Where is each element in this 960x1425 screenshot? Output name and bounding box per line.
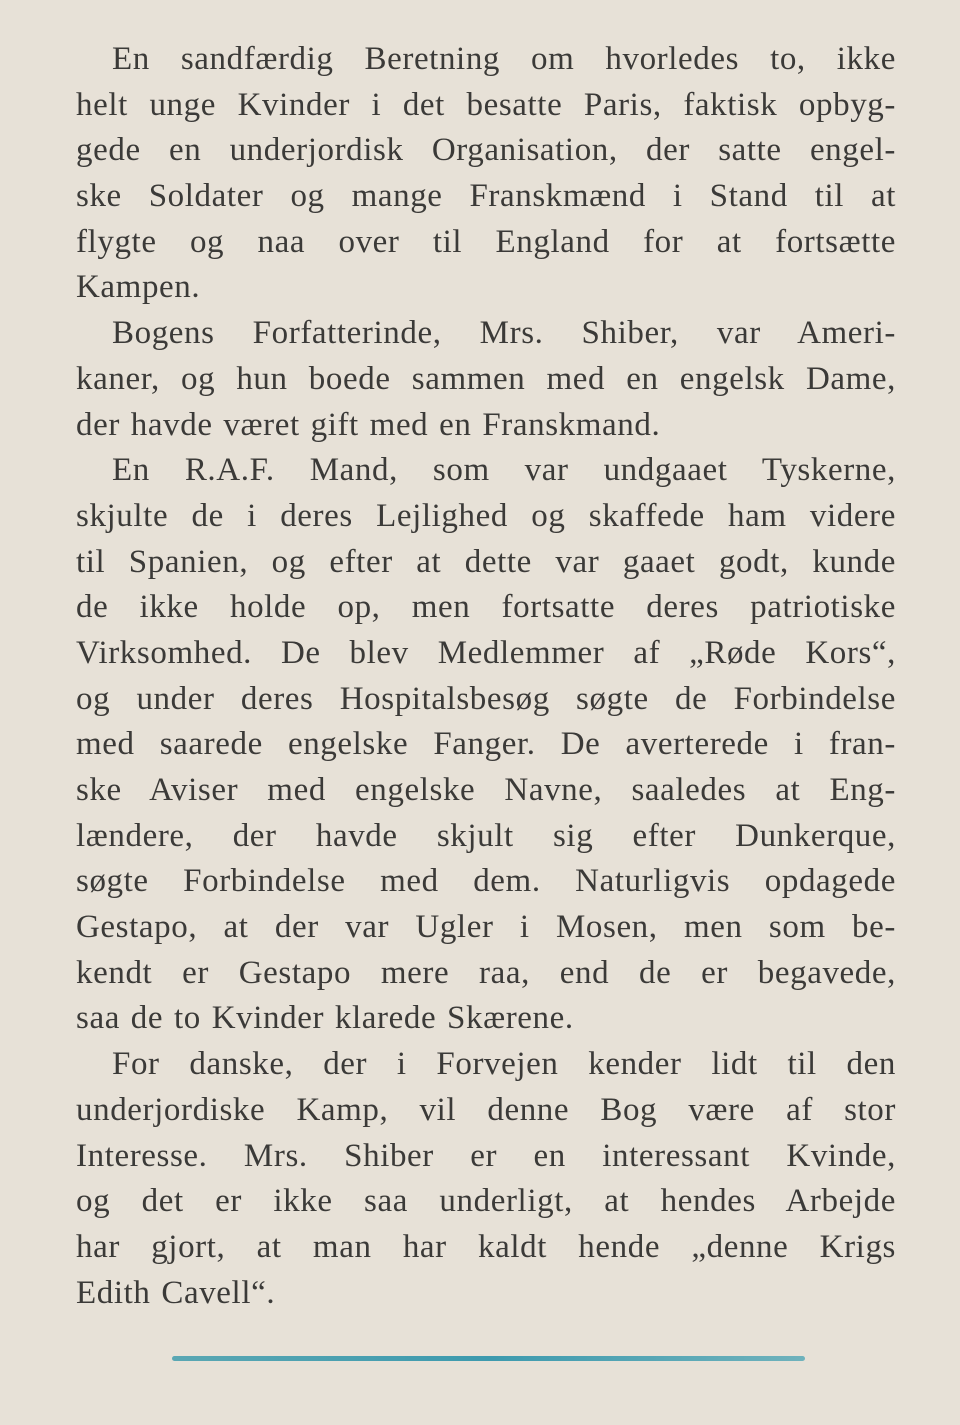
text-line: gede en underjordisk Organisation, der satte engel- xyxy=(76,132,896,169)
decorative-teal-rule xyxy=(172,1356,805,1361)
paragraph xyxy=(76,1042,896,1316)
text-line: flygte og naa over til England for at fortsætte xyxy=(76,223,896,260)
text-line: Gestapo, at der var Ugler i Mosen, men som be- xyxy=(76,909,896,946)
text-line: søgte Forbindelse med dem. Naturligvis opdagede xyxy=(76,863,896,900)
text-line: med saarede engelske Fanger. De averterede i fran- xyxy=(76,726,896,763)
text-line: de ikke holde op, men fortsatte deres patriotiske xyxy=(76,589,896,626)
text-line: ske Aviser med engelske Navne, saaledes at Eng- xyxy=(76,772,896,808)
text-line: underjordiske Kamp, vil denne Bog være af stor xyxy=(76,1091,896,1128)
text-line: Bogens Forfatterinde, Mrs. Shiber, var Ameri- xyxy=(112,315,896,352)
book-page-text xyxy=(76,37,896,1316)
paragraph xyxy=(76,311,896,448)
text-line: En R.A.F. Mand, som var undgaaet Tyskerne, xyxy=(112,452,896,489)
paragraph xyxy=(76,448,896,1042)
text-line: til Spanien, og efter at dette var gaaet godt, kunde xyxy=(76,543,896,580)
text-line: og det er ikke saa underligt, at hendes Arbejde xyxy=(76,1183,896,1220)
text-line: En sandfærdig Beretning om hvorledes to, ikke xyxy=(112,41,896,77)
text-line: Interesse. Mrs. Shiber er en interessant Kvinde, xyxy=(76,1137,896,1174)
text-line: skjulte de i deres Lejlighed og skaffede ham videre xyxy=(76,497,896,534)
text-line: For danske, der i Forvejen kender lidt til den xyxy=(112,1046,896,1083)
text-line: der havde været gift med en Franskmand. xyxy=(76,406,661,443)
text-line: saa de to Kvinder klarede Skærene. xyxy=(76,1000,574,1037)
text-line: kaner, og hun boede sammen med en engelsk Dame, xyxy=(76,360,896,397)
text-line: og under deres Hospitalsbesøg søgte de Forbindelse xyxy=(76,680,896,717)
text-line: Kampen. xyxy=(76,269,201,306)
paragraph xyxy=(76,37,896,311)
text-line: har gjort, at man har kaldt hende „denne Krigs xyxy=(76,1228,896,1265)
text-line: helt unge Kvinder i det besatte Paris, faktisk opbyg- xyxy=(76,86,896,123)
text-line: kendt er Gestapo mere raa, end de er begavede, xyxy=(76,954,896,991)
text-line: lændere, der havde skjult sig efter Dunkerque, xyxy=(76,817,896,854)
text-line: ske Soldater og mange Franskmænd i Stand til at xyxy=(76,178,896,215)
text-line: Virksomhed. De blev Medlemmer af „Røde Kors“, xyxy=(76,634,896,671)
text-line: Edith Cavell“. xyxy=(76,1274,276,1311)
